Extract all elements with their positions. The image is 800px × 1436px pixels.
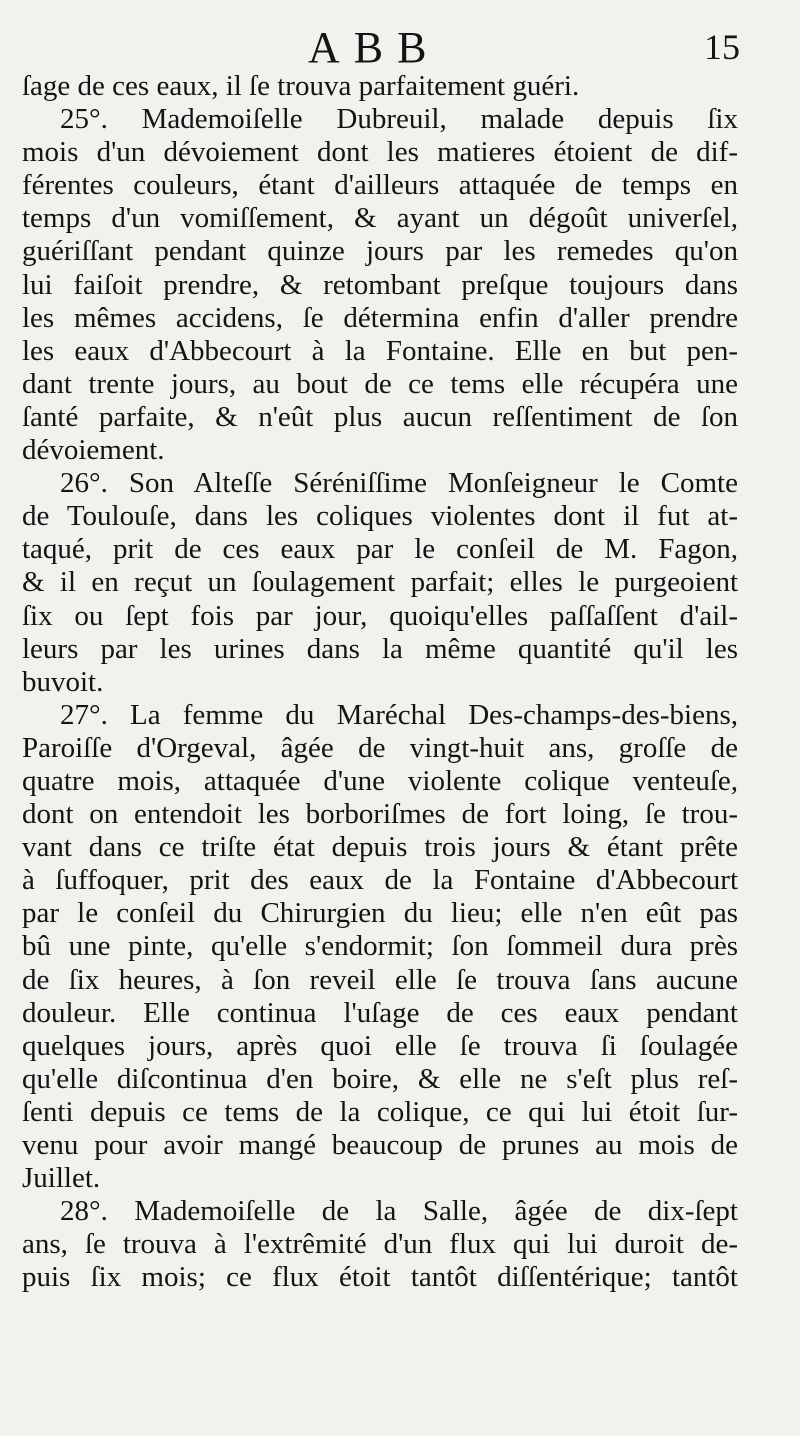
text-line: ans, ſe trouva à l'extrêmité d'un flux qui lui duroit de- <box>22 1228 738 1261</box>
text-line: qu'elle diſcontinua d'en boire, & elle ne s'eſt plus reſ- <box>22 1062 738 1095</box>
text-line: de Toulouſe, dans les coliques violentes dont il fut at- <box>22 500 738 533</box>
text-line: ſanté parfaite, & n'eût plus aucun reſſentiment de ſon <box>22 400 738 433</box>
text-line: venu pour avoir mangé beaucoup de prunes au mois de <box>22 1129 738 1161</box>
text-line: leurs par les urines dans la même quantité qu'il les <box>22 632 738 665</box>
text-line: les mêmes accidens, ſe détermina enfin d'aller prendre <box>22 301 738 334</box>
text-line: dant trente jours, au bout de ce tems elle récupéra une <box>22 367 738 400</box>
text-line: vant dans ce triſte état depuis trois jours & étant prête <box>22 831 738 864</box>
text-line: par le conſeil du Chirurgien du lieu; elle n'en eût pas <box>22 897 738 930</box>
running-head <box>0 22 800 72</box>
text-line: buvoit. <box>22 665 104 698</box>
text-line: taqué, prit de ces eaux par le conſeil de M. Fagon, <box>22 533 738 566</box>
text-line: puis ſix mois; ce flux étoit tantôt diſſentérique; tantôt <box>22 1261 738 1294</box>
text-line: à ſuffoquer, prit des eaux de la Fontaine d'Abbecourt <box>22 864 738 897</box>
text-line: Juillet. <box>22 1162 101 1195</box>
text-line: férentes couleurs, étant d'ailleurs attaquée de temps en <box>22 169 738 202</box>
text-line: ſage de ces eaux, il ſe trouva parfaitement guéri. <box>22 70 580 102</box>
text-line: de ſix heures, à ſon reveil elle ſe trouva ſans aucune <box>22 963 738 996</box>
text-line: & il en reçut un ſoulagement parfait; elles le purgeoient <box>22 566 738 599</box>
text-line: 28°. Mademoiſelle de la Salle, âgée de dix-ſept <box>60 1195 738 1228</box>
text-line: ſenti depuis ce tems de la colique, ce qui lui étoit ſur- <box>22 1095 738 1128</box>
running-head-title: ABB <box>308 23 441 72</box>
text-line: Paroiſſe d'Orgeval, âgée de vingt-huit ans, groſſe de <box>22 731 738 764</box>
text-line: les eaux d'Abbecourt à la Fontaine. Elle en but pen- <box>22 334 738 367</box>
text-line: 25°. Mademoiſelle Dubreuil, malade depuis ſix <box>60 103 738 136</box>
body-text <box>22 70 738 1294</box>
text-line: quelques jours, après quoi elle ſe trouva ſi ſoulagée <box>22 1029 738 1062</box>
text-line: lui faiſoit prendre, & retombant preſque toujours dans <box>22 268 738 301</box>
page-number: 15 <box>704 27 740 67</box>
text-line: bû une pinte, qu'elle s'endormit; ſon ſommeil dura près <box>22 930 738 963</box>
text-line: 27°. La femme du Maréchal Des-champs-des-biens, <box>60 698 738 731</box>
text-line: guériſſant pendant quinze jours par les remedes qu'on <box>22 235 738 268</box>
text-line: dont on entendoit les borboriſmes de fort loing, ſe trou- <box>22 798 738 831</box>
text-line: mois d'un dévoiement dont les matieres étoient de dif- <box>22 136 738 169</box>
text-line: quatre mois, attaquée d'une violente colique venteuſe, <box>22 764 738 797</box>
text-line: douleur. Elle continua l'uſage de ces eaux pendant <box>22 996 738 1029</box>
text-line: dévoiement. <box>22 434 165 467</box>
text-line: temps d'un vomiſſement, & ayant un dégoût univerſel, <box>22 202 738 235</box>
text-line: ſix ou ſept fois par jour, quoiqu'elles paſſaſſent d'ail- <box>22 599 738 632</box>
text-line: 26°. Son Alteſſe Séréniſſime Monſeigneur le Comte <box>60 467 738 500</box>
